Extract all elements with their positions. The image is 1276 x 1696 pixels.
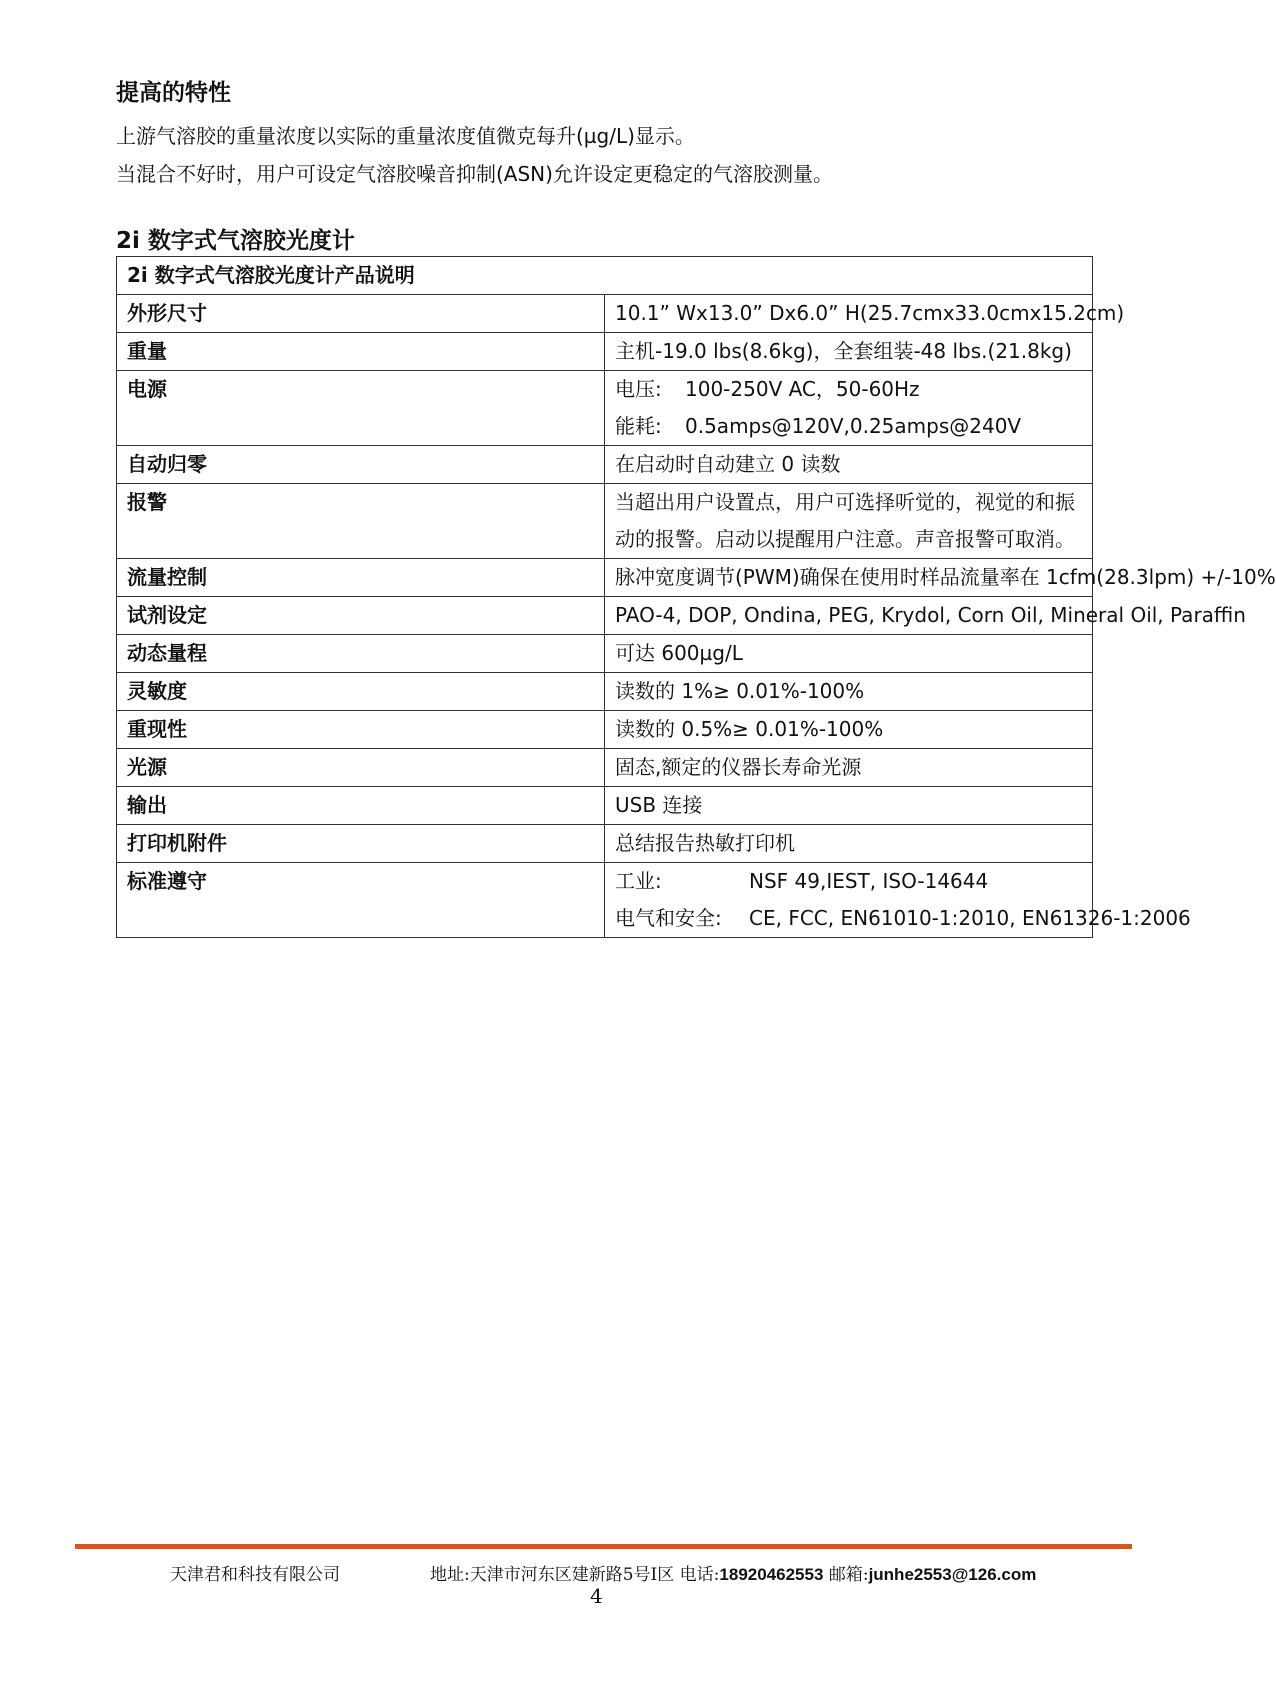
row-value: PAO-4, DOP, Ondina, PEG, Krydol, Corn Oil, Mineral Oil, Paraffin [605, 597, 1093, 635]
standard-line [615, 863, 1082, 900]
table-row [117, 371, 1093, 446]
table-row [117, 446, 1093, 484]
row-value-power [605, 371, 1093, 446]
row-value: 可达 600µg/L [605, 635, 1093, 673]
power-key: 能耗: [615, 414, 662, 438]
row-label: 外形尺寸 [117, 295, 605, 333]
table-row [117, 484, 1093, 559]
footer-address: 地址:天津市河东区建新路5号I区 [430, 1565, 675, 1585]
row-label: 重量 [117, 333, 605, 371]
table-row [117, 749, 1093, 787]
table-row [117, 295, 1093, 333]
standard-line [615, 900, 1191, 937]
table-row [117, 787, 1093, 825]
table-caption-row [117, 257, 1093, 295]
row-label: 自动归零 [117, 446, 605, 484]
power-key: 电压: [615, 377, 662, 401]
table-row [117, 333, 1093, 371]
alarm-line: 动的报警。启动以提醒用户注意。声音报警可取消。 [615, 527, 1075, 551]
page-number: 4 [590, 1584, 603, 1608]
footer-phone: 18920462553 [719, 1565, 824, 1584]
footer-phone-label: 电话: [679, 1565, 720, 1585]
power-value: 0.5amps@120V,0.25amps@240V [685, 414, 1022, 438]
alarm-line: 当超出用户设置点，用户可选择听觉的，视觉的和振 [615, 490, 1075, 514]
row-label: 标准遵守 [117, 863, 605, 938]
row-label: 打印机附件 [117, 825, 605, 863]
row-label: 重现性 [117, 711, 605, 749]
power-line [615, 371, 1082, 408]
row-label: 灵敏度 [117, 673, 605, 711]
row-value: 主机-19.0 lbs(8.6kg)，全套组装-48 lbs.(21.8kg) [605, 333, 1093, 371]
table-row [117, 635, 1093, 673]
row-label: 输出 [117, 787, 605, 825]
row-value: 10.1” Wx13.0” Dx6.0” H(25.7cmx33.0cmx15.2cm) [605, 295, 1093, 333]
section-title-photometer: 2i 数字式气溶胶光度计 [116, 228, 355, 254]
row-value: USB 连接 [605, 787, 1093, 825]
table-row [117, 711, 1093, 749]
row-value: 总结报告热敏打印机 [605, 825, 1093, 863]
power-value: 100-250V AC，50-60Hz [685, 377, 920, 401]
row-value: 在启动时自动建立 0 读数 [605, 446, 1093, 484]
table-row [117, 825, 1093, 863]
table-caption: 2i 数字式气溶胶光度计产品说明 [117, 257, 1093, 295]
table-row [117, 863, 1093, 938]
row-label: 试剂设定 [117, 597, 605, 635]
row-value-standards [605, 863, 1191, 938]
row-value: 固态,额定的仪器长寿命光源 [605, 749, 1093, 787]
row-value-alarm [605, 484, 1093, 559]
row-label: 电源 [117, 371, 605, 446]
footer-email-label: 邮箱: [828, 1565, 869, 1585]
row-label: 流量控制 [117, 559, 605, 597]
row-label: 报警 [117, 484, 605, 559]
footer-divider [75, 1544, 1132, 1549]
table-row [117, 597, 1093, 635]
table-row [117, 559, 1093, 597]
section-title-features: 提高的特性 [116, 80, 231, 106]
standard-value: CE, FCC, EN61010-1:2010, EN61326-1:2006 [749, 906, 1191, 930]
paragraph-concentration: 上游气溶胶的重量浓度以实际的重量浓度值微克每升(µg/L)显示。 [116, 124, 695, 148]
footer-contact [430, 1560, 1036, 1585]
footer-company: 天津君和科技有限公司 [170, 1565, 340, 1585]
row-value: 脉冲宽度调节(PWM)确保在使用时样品流量率在 1cfm(28.3lpm) +/-10% [605, 559, 1093, 597]
standard-key: 工业: [615, 869, 662, 893]
row-label: 光源 [117, 749, 605, 787]
row-label: 动态量程 [117, 635, 605, 673]
row-value: 读数的 1%≥ 0.01%-100% [605, 673, 1093, 711]
spec-table [116, 256, 1276, 938]
power-line [615, 408, 1082, 445]
paragraph-asn: 当混合不好时，用户可设定气溶胶噪音抑制(ASN)允许设定更稳定的气溶胶测量。 [116, 162, 833, 186]
table-row [117, 673, 1093, 711]
standard-key: 电气和安全: [615, 906, 722, 930]
footer-email: junhe2553@126.com [868, 1565, 1037, 1584]
row-value: 读数的 0.5%≥ 0.01%-100% [605, 711, 1093, 749]
standard-value: NSF 49,IEST, ISO-14644 [749, 869, 989, 893]
